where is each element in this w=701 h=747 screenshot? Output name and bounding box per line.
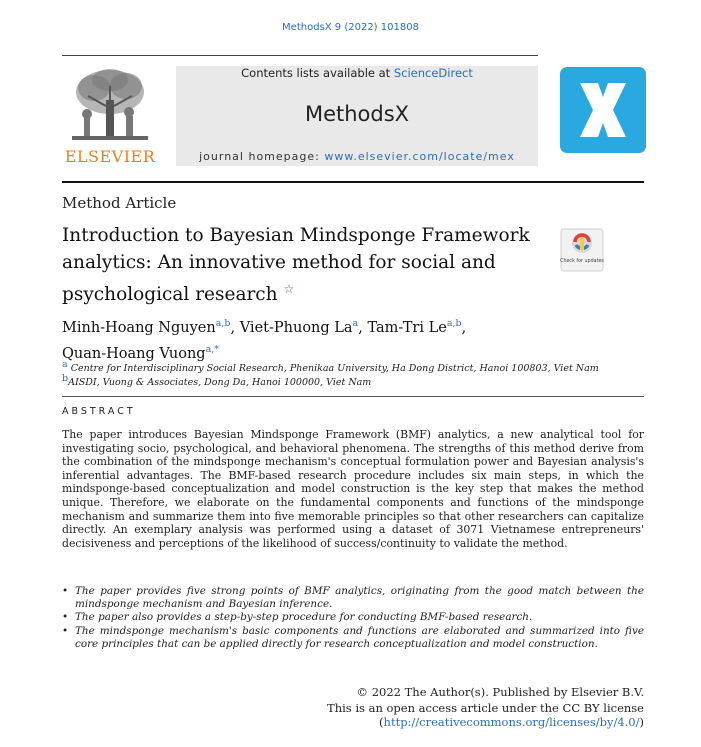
crossmark-label: Check for updates — [560, 259, 604, 264]
check-for-updates-badge[interactable] — [560, 228, 604, 272]
article-type: Method Article — [62, 194, 177, 212]
copyright-notice: © 2022 The Author(s). Published by Elsevier B.V. — [356, 685, 644, 699]
highlight-item: • The paper provides five strong points of BMF analytics, originating from the good match between the mindsponge mechanism and Bayesian inference. — [62, 585, 644, 611]
highlights-list — [62, 585, 644, 651]
highlight-item: • The mindsponge mechanism's basic components and functions are elaborated and summarized into five core principles that can be applied directly for research conceptualization and model construction. — [62, 625, 644, 651]
author-affil-mark[interactable]: a,b — [446, 318, 462, 329]
methodsx-logo — [560, 67, 646, 153]
elsevier-tree-icon — [62, 66, 158, 148]
journal-reference[interactable]: MethodsX 9 (2022) 101808 — [282, 22, 419, 33]
author-affil-mark[interactable]: a,* — [205, 343, 220, 355]
journal-name: MethodsX — [304, 102, 410, 126]
abstract-heading: ABSTRACT — [62, 406, 136, 417]
masthead-rule — [62, 181, 644, 183]
methodsx-x-icon — [560, 67, 646, 153]
elsevier-logo — [62, 66, 158, 166]
article-title — [62, 222, 552, 308]
homepage-line — [176, 150, 538, 163]
abstract-text: The paper introduces Bayesian Mindsponge Framework (BMF) analytics, a new analytical tool for investigating socio, psychological, and behavioral phenomena. The strengths of this method derive from the combination of the mindsponge mechanism's conceptual formulation power and Bayesian analysis's inferential advantages. The BMF-based research procedure includes six main steps, in which the mindsponge-based conceptualization and model construction is the key step that makes the method unique. Therefore, we elaborate on the fundamental components and functions of the mindsponge mechanism and summarize them into five memorable principles so that other researchers can capitalize directly. An exemplary analysis was performed using a dataset of 3071 Vietnamese entrepreneurs' decisiveness and perceptions of the likelihood of success/continuity to validate the method. — [62, 428, 644, 550]
elsevier-wordmark: ELSEVIER — [64, 147, 156, 166]
contents-prefix: Contents lists available at — [241, 66, 394, 80]
license-link[interactable]: http://creativecommons.org/licenses/by/4.0/ — [383, 715, 640, 729]
author-list — [62, 313, 562, 365]
author-affil-mark[interactable]: a — [352, 318, 359, 329]
crossmark-icon — [560, 228, 604, 272]
author-affil-mark[interactable]: a,b — [215, 318, 231, 329]
author[interactable]: Quan-Hoang Vuong$^{a,*}$ — [62, 343, 220, 362]
title-footnote-mark[interactable]: ☆ — [283, 282, 295, 296]
author[interactable]: Minh-Hoang Nguyen$^{a,b}$, — [62, 318, 240, 336]
author[interactable]: Tam-Tri Le$^{a,b}$, — [367, 318, 467, 336]
homepage-link[interactable]: www.elsevier.com/locate/mex — [324, 150, 515, 163]
highlight-item: • The paper also provides a step-by-step procedure for conducting BMF-based research. — [62, 611, 644, 624]
article-title-text: Introduction to Bayesian Mindsponge Framework analytics: An innovative method for social and psychological research — [62, 225, 530, 306]
journal-masthead — [176, 66, 538, 166]
sciencedirect-link[interactable]: ScienceDirect — [393, 66, 473, 80]
homepage-prefix: journal homepage: — [199, 150, 325, 163]
header-rule — [62, 55, 538, 56]
author[interactable]: Viet-Phuong La$^a$, — [239, 318, 368, 336]
license-notice: This is an open access article under the CC BY license (http://creativecommons.org/licenses/by/4.0/) — [327, 701, 644, 729]
abstract-rule — [62, 396, 644, 397]
affiliation: bAISDI, Vuong & Associates, Dong Da, Hanoi 100000, Viet Nam — [62, 373, 372, 389]
affiliation: a Centre for Interdisciplinary Social Research, Phenikaa University, Ha Dong District, Hanoi 100803, Viet Nam — [62, 359, 599, 375]
contents-line — [176, 66, 538, 80]
